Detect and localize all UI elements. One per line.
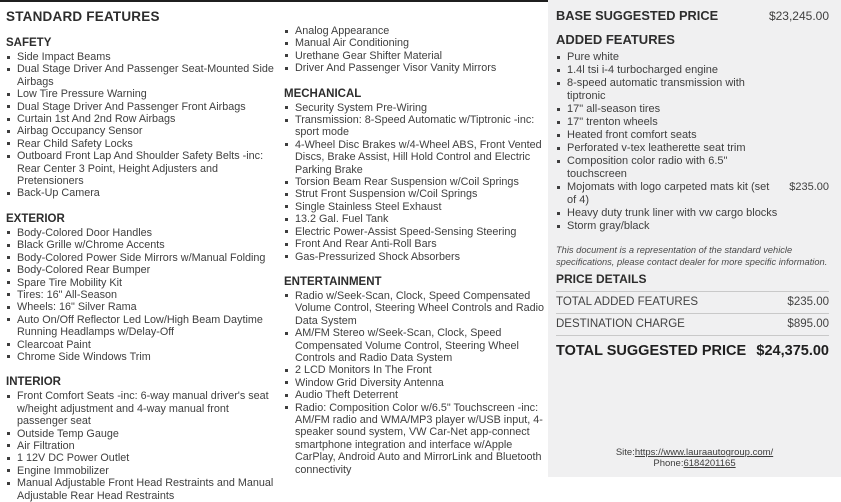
added-feature-text: Storm gray/black (567, 220, 650, 232)
feature-item-text: Manual Air Conditioning (295, 37, 410, 50)
price-row (556, 292, 829, 314)
base-price-label: BASE SUGGESTED PRICE (556, 8, 719, 23)
feature-item-text: Analog Appearance (295, 25, 390, 37)
feature-item (284, 377, 546, 389)
feature-sections-col2 (284, 25, 546, 476)
feature-item (6, 227, 276, 239)
feature-item-text: Urethane Gear Shifter Material (295, 49, 443, 62)
added-feature-price (779, 116, 829, 129)
feature-item (284, 37, 546, 49)
feature-item (284, 25, 546, 37)
section-heading: EXTERIOR (6, 212, 65, 225)
price-row-label: TOTAL ADDED FEATURES (556, 296, 699, 308)
feature-section (6, 37, 276, 200)
price-details-title: PRICE DETAILS (556, 272, 647, 286)
feature-item-text: Body-Colored Power Side Mirrors w/Manual Folding (17, 251, 266, 264)
section-heading: MECHANICAL (284, 87, 362, 100)
feature-section (6, 376, 276, 502)
feature-sections-col1 (6, 37, 276, 502)
feature-item (6, 289, 276, 301)
total-price-row (556, 336, 829, 359)
phone-label: Phone: (653, 458, 684, 469)
feature-item-text: Curtain 1st And 2nd Row Airbags (17, 113, 176, 126)
total-price-label: TOTAL SUGGESTED PRICE (556, 343, 747, 359)
feature-item (284, 188, 546, 200)
feature-item (284, 114, 546, 139)
added-features-list (556, 51, 829, 233)
feature-section (284, 25, 546, 75)
added-feature-text: Heated front comfort seats (567, 129, 697, 141)
feature-item (6, 113, 276, 125)
section-heading: INTERIOR (6, 376, 61, 389)
feature-item-text: Clearcoat Paint (17, 338, 91, 351)
feature-section (6, 213, 276, 363)
added-feature-item (556, 155, 829, 181)
added-feature-item (556, 207, 829, 220)
added-feature-item (556, 129, 829, 142)
feature-list (6, 51, 276, 200)
feature-item (6, 440, 276, 452)
feature-list (284, 25, 546, 75)
standard-features-column-1 (6, 5, 276, 502)
feature-item (284, 251, 546, 263)
added-feature-price (779, 142, 829, 155)
feature-item (6, 51, 276, 63)
feature-item-text: Window Grid Diversity Antenna (295, 376, 444, 389)
feature-item-text: Chrome Side Windows Trim (17, 350, 151, 363)
feature-item (6, 138, 276, 150)
feature-item (6, 452, 276, 464)
feature-list (284, 102, 546, 263)
feature-item-text: 1 12V DC Power Outlet (17, 452, 130, 465)
added-feature-price (779, 207, 829, 220)
feature-item-text: Black Grille w/Chrome Accents (17, 239, 165, 252)
feature-item (6, 264, 276, 276)
feature-item-text: Front Comfort Seats -inc: 6-way manual driver's seat w/height adjustment and 4-way manual front passenger seat (17, 390, 269, 428)
feature-item (284, 50, 546, 62)
site-label: Site: (615, 447, 635, 458)
feature-item-text: Torsion Beam Rear Suspension w/Coil Springs (295, 176, 519, 189)
feature-item (6, 150, 276, 187)
section-heading: ENTERTAINMENT (284, 275, 382, 288)
feature-item-text: Tires: 16" All-Season (17, 288, 118, 301)
section-heading: SAFETY (6, 37, 52, 49)
added-feature-item (556, 181, 829, 207)
feature-item-text: Auto On/Off Reflector Led Low/High Beam Daytime Running Headlamps w/Delay-Off (17, 313, 263, 339)
feature-item-text: Air Filtration (17, 439, 75, 452)
added-feature-price (779, 155, 829, 181)
feature-item-text: Outside Temp Gauge (17, 427, 119, 440)
feature-item (284, 201, 546, 213)
feature-item (6, 428, 276, 440)
price-row-value: $895.00 (787, 318, 829, 330)
feature-item (6, 252, 276, 264)
feature-item (284, 139, 546, 176)
feature-item-text: Engine Immobilizer (17, 464, 109, 477)
phone-line (548, 458, 841, 469)
feature-list (284, 290, 546, 476)
price-row-label: DESTINATION CHARGE (556, 318, 685, 330)
feature-item (284, 402, 546, 476)
added-feature-item (556, 77, 829, 103)
feature-item-text: Dual Stage Driver And Passenger Seat-Mounted Side Airbags (17, 63, 274, 88)
feature-item (284, 290, 546, 327)
feature-item-text: Manual Adjustable Front Head Restraints and Manual Adjustable Rear Head Restraints (17, 477, 274, 502)
feature-item (284, 226, 546, 238)
added-feature-price (779, 103, 829, 116)
feature-item-text: 4-Wheel Disc Brakes w/4-Wheel ABS, Front Vented Discs, Brake Assist, Hill Hold Control and Electric Parking Brake (295, 138, 542, 176)
phone-link[interactable]: 6184201165 (683, 458, 736, 469)
feature-item (6, 465, 276, 477)
feature-item (6, 277, 276, 289)
feature-item (6, 63, 276, 88)
feature-item-text: Airbag Occupancy Sensor (17, 125, 143, 138)
standard-features-column-2 (284, 5, 546, 477)
base-price-value: $23,245.00 (768, 9, 829, 23)
feature-item (6, 239, 276, 251)
feature-item-text: Wheels: 16" Silver Rama (17, 301, 137, 314)
added-feature-text: Composition color radio with 6.5" touchscreen (567, 155, 728, 180)
feature-item-text: Front And Rear Anti-Roll Bars (295, 238, 437, 251)
base-price-row (556, 8, 829, 23)
added-feature-text: 1.4l tsi i-4 turbocharged engine (567, 64, 719, 76)
feature-item (284, 327, 546, 364)
feature-item-text: Strut Front Suspension w/Coil Springs (295, 188, 478, 201)
feature-item-text: Gas-Pressurized Shock Absorbers (295, 250, 461, 263)
feature-item-text: Single Stainless Steel Exhaust (295, 200, 442, 213)
price-panel (548, 0, 841, 477)
feature-item-text: Driver And Passenger Visor Vanity Mirrors (295, 62, 497, 75)
page-title: STANDARD FEATURES (6, 9, 160, 24)
added-feature-item (556, 64, 829, 77)
site-line (548, 447, 841, 458)
added-feature-price (779, 64, 829, 77)
added-feature-item (556, 142, 829, 155)
feature-item-text: Dual Stage Driver And Passenger Front Airbags (17, 100, 246, 113)
added-feature-text: Heavy duty trunk liner with vw cargo blocks (567, 207, 778, 219)
feature-item (284, 389, 546, 401)
feature-item (6, 187, 276, 199)
feature-section (284, 276, 546, 476)
feature-item (284, 364, 546, 376)
added-feature-item (556, 220, 829, 233)
added-feature-item (556, 116, 829, 129)
feature-item-text: Spare Tire Mobility Kit (17, 276, 123, 289)
total-price-value: $24,375.00 (756, 343, 829, 359)
feature-item (6, 477, 276, 502)
feature-item-text: Body-Colored Door Handles (17, 226, 153, 239)
added-feature-price: $235.00 (789, 181, 829, 193)
feature-item-text: Transmission: 8-Speed Automatic w/Tiptronic -inc: sport mode (295, 114, 535, 139)
feature-item (284, 62, 546, 74)
feature-item (6, 301, 276, 313)
feature-item-text: Radio: Composition Color w/6.5" Touchscreen -inc: AM/FM radio and WMA/MP3 player w/USB input, 4-speaker sound system, VW Car-Net app-connect smartphone integration and interface w/Apple CarPlay, Android Auto and MirrorLink and Bluetooth connectivity (295, 401, 543, 476)
price-details-table (556, 291, 829, 336)
added-features-title: ADDED FEATURES (556, 32, 675, 47)
feature-item (6, 101, 276, 113)
feature-item-text: Rear Child Safety Locks (17, 137, 133, 150)
disclaimer-text: This document is a representation of the standard vehicle specifications, please contact dealer for more specific information. (556, 245, 828, 267)
price-row-value: $235.00 (787, 296, 829, 308)
added-feature-price (779, 77, 829, 103)
site-link[interactable]: https://www.lauraautogroup.com/ (634, 447, 774, 458)
feature-item-text: Back-Up Camera (17, 187, 100, 200)
feature-item (6, 351, 276, 363)
feature-item-text: AM/FM Stereo w/Seek-Scan, Clock, Speed Compensated Volume Control, Steering Wheel Controls and Radio Data System (295, 327, 519, 364)
price-row (556, 314, 829, 336)
feature-item-text: Audio Theft Deterrent (295, 389, 399, 402)
added-feature-text: Pure white (567, 51, 619, 63)
added-feature-item (556, 51, 829, 64)
added-feature-price (779, 51, 829, 64)
feature-item-text: 2 LCD Monitors In The Front (295, 364, 432, 377)
dealer-links (548, 447, 841, 469)
feature-item (6, 88, 276, 100)
feature-item (6, 125, 276, 137)
feature-item (284, 213, 546, 225)
added-feature-text: Perforated v-tex leatherette seat trim (567, 142, 746, 154)
feature-item (6, 390, 276, 427)
feature-list (6, 390, 276, 502)
added-feature-price (779, 220, 829, 233)
added-feature-text: 17" trenton wheels (567, 116, 658, 128)
feature-item (284, 176, 546, 188)
feature-list (6, 227, 276, 363)
feature-item (284, 238, 546, 250)
feature-item (6, 339, 276, 351)
added-feature-text: 17" all-season tires (567, 103, 661, 115)
feature-item (6, 314, 276, 339)
feature-item-text: Low Tire Pressure Warning (17, 88, 147, 101)
feature-item-text: Side Impact Beams (17, 51, 111, 63)
added-feature-price (779, 129, 829, 142)
added-feature-item (556, 103, 829, 116)
feature-item-text: Security System Pre-Wiring (295, 101, 427, 114)
feature-item-text: Outboard Front Lap And Shoulder Safety Belts -inc: Rear Center 3 Point, Height Adjusters and Pretensioners (17, 150, 264, 188)
added-feature-text: 8-speed automatic transmission with tiptronic (567, 77, 745, 102)
feature-section (284, 88, 546, 263)
feature-item-text: 13.2 Gal. Fuel Tank (295, 213, 389, 226)
feature-item-text: Body-Colored Rear Bumper (17, 264, 151, 277)
feature-item-text: Radio w/Seek-Scan, Clock, Speed Compensated Volume Control, Steering Wheel Controls and Radio Data System (295, 289, 545, 327)
feature-item (284, 102, 546, 114)
feature-item-text: Electric Power-Assist Speed-Sensing Steering (295, 225, 517, 238)
added-feature-text: Mojomats with logo carpeted mats kit (set of 4) (567, 181, 770, 206)
